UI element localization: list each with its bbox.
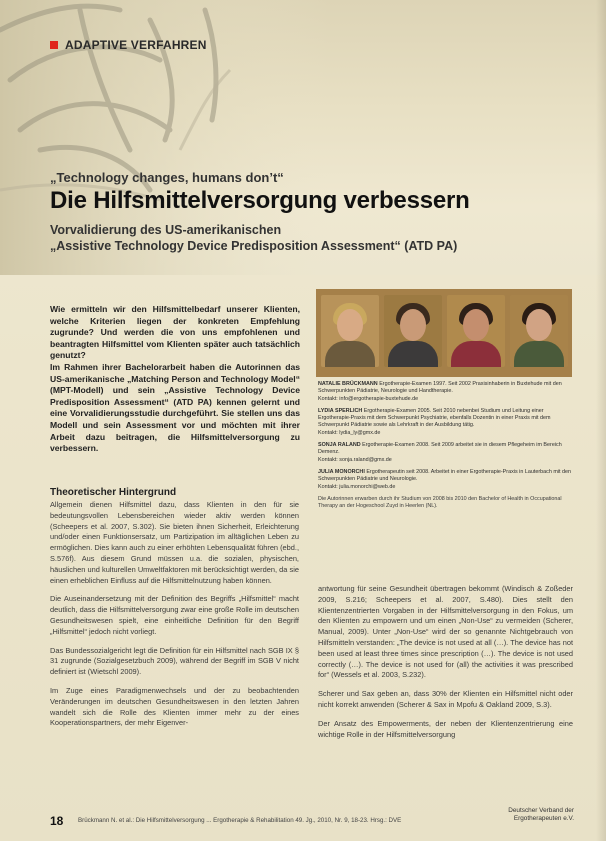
author-name: NATALIE BRÜCKMANN [318, 381, 378, 387]
red-square-icon [50, 41, 58, 49]
author-contact: Kontakt: info@ergotherapie-buxtehude.de [318, 395, 419, 402]
author-photo-1 [321, 295, 379, 367]
author-photo-2 [384, 295, 442, 367]
article-title: Die Hilfsmittelversorgung verbessern [50, 187, 470, 214]
article-subtitle [50, 222, 457, 254]
author-bio-text: Ergotherapie-Examen 1997. Seit 2002 Praxisinhaberin in Buxtehude mit den Schwerpunkten Pädiatrie, Neurologie und Handtherapie. [318, 381, 562, 395]
section-tag-label: ADAPTIVE VERFAHREN [65, 38, 207, 52]
body-paragraph: Die Auseinandersetzung mit der Definition des Begriffs „Hilfsmittel“ macht deutlich, dass die Hilfsmittelversorgung zwar eine große Rolle im deutschen Gesundheitswesen spielt, eine einheitliche Definition für den Begriff „Hilfsmittel“ jedoch nicht vorliegt. [50, 594, 299, 636]
author-name: SONJA RALAND [318, 442, 361, 449]
publisher-line-1: Deutscher Verband der [508, 807, 574, 814]
section-heading: Theoretischer Hintergrund [50, 487, 177, 498]
body-paragraph: antwortung für seine Gesundheit übertragen bekommt (Windisch & Zoßeder 2009, S.216; Scheepers et al. 2007, S.480). Dies stellt den Klientenzentrierten Vorgaben in der Hilfsmittelversorgung in den Fokus, um den Klienten zu empowern und um einen „Non-Use“ zu vermeiden (Scherer, Manual, 2009). Unter „Non-Use“ wird der so genannte Nichtgebrauch von Hilfsmitteln verstanden: „The device is not used at all (…). The device has not been used at least three times since prescription (…). The device is not used correctly (…). The device is not used for (all) the activities it was prescribed for“ (Wessels et al. 2003, S.232). [318, 584, 573, 680]
lead-paragraph-2: Im Rahmen ihrer Bachelorarbeit haben die Autorinnen das US-amerikanische „Matching Person and Technology Model“ (MPT-Modell) und sein „Assistive Technology Device Predisposition Assessment“ (ATD PA) kennen gelernt und eine Vorvalidierungsstudie durchgeführt. Sie stellen uns das Modell und sein Assessment vor und möchten mit ihrer Arbeit dazu beitragen, die Hilfsmittelversorgung zu verbessern. [50, 361, 300, 454]
body-paragraph: Der Ansatz des Empowerments, der neben der Klientenzentrierung eine wichtige Rolle in der Hilfsmittelversorgung [318, 718, 573, 739]
body-column-left [50, 500, 299, 737]
author-photos [316, 289, 572, 377]
article-kicker: „Technology changes, humans don’t“ [50, 170, 284, 185]
author-photo-3 [447, 295, 505, 367]
author-name: LYDIA SPERLICH [318, 407, 363, 414]
publisher-footer [474, 807, 574, 823]
author-contact: Kontakt: lydia_ly@gmx.de [318, 429, 381, 436]
author-bio-text: Ergotherapie-Examen 2005. Seit 2010 nebenbei Studium und Leitung einer Ergotherapie-Praxis mit dem Schwerpunkt Psychiatrie, ebenfalls Dozentin in einer Praxis mit dem Schwerpunkt Pädiatrie sowie als Lehrkraft in der Ausbildung tätig. [318, 407, 551, 429]
author-bios [318, 381, 573, 515]
page-number: 18 [50, 814, 64, 828]
author-contact: Kontakt: sonja.raland@gmx.de [318, 456, 392, 463]
publisher-line-2: Ergotherapeuten e.V. [513, 815, 574, 822]
author-photo-4 [510, 295, 568, 367]
article-lead [50, 304, 300, 455]
subtitle-line-2: „Assistive Technology Device Predisposition Assessment“ (ATD PA) [50, 239, 458, 253]
body-paragraph: Im Zuge eines Paradigmenwechsels und der zu beobachtenden Veränderungen im deutschen Gesundheitswesen in den letzten Jahren wandelt sich die Rolle des Klienten immer mehr zu der eines Kooperationspartners, der mehr Eigenver- [50, 685, 299, 728]
author-contact: Kontakt: julia.monorchi@web.de [318, 483, 396, 490]
body-column-right [318, 584, 573, 748]
author-name: JULIA MONORCHI [318, 468, 365, 475]
author-bio-text: Ergotherapie-Examen 2008. Seit 2009 arbeitet sie in diesem Pflegeheim im Bereich Demenz. [318, 442, 562, 456]
subtitle-line-1: Vorvalidierung des US-amerikanischen [50, 223, 282, 237]
body-paragraph: Scherer und Sax geben an, dass 30% der Klienten ein Hilfsmittel nicht oder nicht korrekt anwenden (Scherer & Sax in Mpofu & Oakland 2009, S.3). [318, 689, 573, 709]
author-bio [318, 469, 573, 491]
body-paragraph: Allgemein dienen Hilfsmittel dazu, dass Klienten in den für sie bedeutungsvollen Lebensbereichen wieder aktiv werden können (Scheepers et al. 2007, S.302). Sie bieten ihnen Sicherheit, Erleichterung und/oder einen Funktionsersatz, um Partizipation im alltäglichen Leben zu ermöglichen. Dies kann auch zu einer erhöhten Lebensqualität führen (ebd., S.576f). Aus diesem Grund müssen u.a. die sozialen, physischen, häuslichen und kulturellen Umweltfaktoren mit berücksichtigt werden, da sie einen erheblichen Einfluss auf die Hilfsmittelnutzung haben können. [50, 500, 299, 585]
author-bio [318, 442, 573, 464]
author-bio [318, 408, 573, 437]
authors-note: Die Autorinnen erwarben durch ihr Studium von 2008 bis 2010 den Bachelor of Health in Occupational Therapy an der Hogeschool Zuyd in Heerlen (NL). [318, 495, 562, 510]
page-fold-shadow [596, 0, 606, 841]
citation-footer: Brückmann N. et al.: Die Hilfsmittelversorgung ... Ergotherapie & Rehabilitation 49. Jg., 2010, Nr. 9, 18-23. Hrsg.: DVE [78, 817, 402, 824]
lead-paragraph-1: Wie ermitteln wir den Hilfsmittelbedarf unserer Klienten, welche Kriterien liegen der konkreten Empfehlung zugrunde? Und werden die von uns empfohlenen und beantragten Hilfsmittel vom Klienten später auch tatsächlich genutzt? [50, 304, 300, 361]
author-bio [318, 381, 573, 403]
author-bio-text: Ergotherapeutin seit 2008. Arbeitet in einer Ergotherapie-Praxis in Lauterbach mit den Schwerpunkten Pädiatrie und Neurologie. [318, 468, 571, 483]
section-tag [50, 38, 207, 52]
body-paragraph: Das Bundessozialgericht legt die Definition für ein Hilfsmittel nach SGB IX § 31 zugrunde (Sozialgesetzbuch 2009), während der Begriff im SGB V nicht definiert ist (Wietschl 2009). [50, 645, 299, 677]
